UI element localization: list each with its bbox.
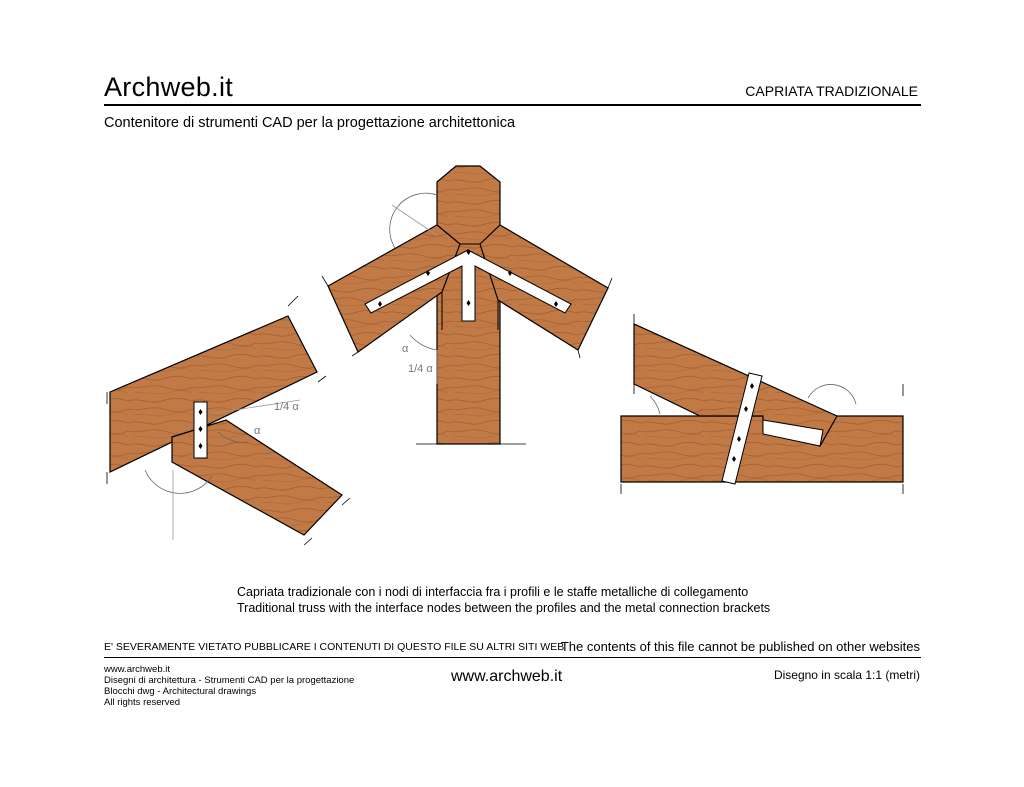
notice-italian: E' SEVERAMENTE VIETATO PUBBLICARE I CONTENUTI DI QUESTO FILE SU ALTRI SITI WEB (104, 641, 565, 653)
brand-logo-text: Archweb.it (104, 72, 234, 102)
left-joint (107, 296, 350, 545)
right-tie-beam (621, 416, 903, 482)
right-joint (621, 314, 903, 494)
footer-site-url: www.archweb.it (451, 668, 563, 685)
left-quarter-alpha-label: 1/4 α (274, 401, 299, 413)
footer-line-tools: Disegni di architettura - Strumenti CAD per la progettazione (104, 675, 355, 686)
footer-scale: Disegno in scala 1:1 (metri) (773, 668, 920, 682)
footer-line-rights: All rights reserved (104, 697, 181, 708)
footer-line-website: www.archweb.it (104, 664, 170, 675)
center-quarter-alpha-label: 1/4 α (408, 363, 433, 375)
footer-line-blocks: Blocchi dwg - Architectural drawings (104, 686, 257, 697)
caption-english: Traditional truss with the interface nodes between the profiles and the metal connection brackets (237, 601, 771, 615)
notice-english: The contents of this file cannot be published on other websites (560, 639, 920, 654)
left-alpha-label: α (254, 425, 261, 437)
center-joint (322, 166, 612, 444)
drawing-title: CAPRIATA TRADIZIONALE (745, 83, 918, 99)
caption-italian: Capriata tradizionale con i nodi di interfaccia fra i profili e le staffe metalliche di collegamento (237, 585, 749, 599)
center-alpha-label: α (402, 343, 409, 355)
header-subtitle: Contenitore di strumenti CAD per la progettazione architettonica (104, 115, 516, 131)
footer-rule (104, 657, 921, 658)
